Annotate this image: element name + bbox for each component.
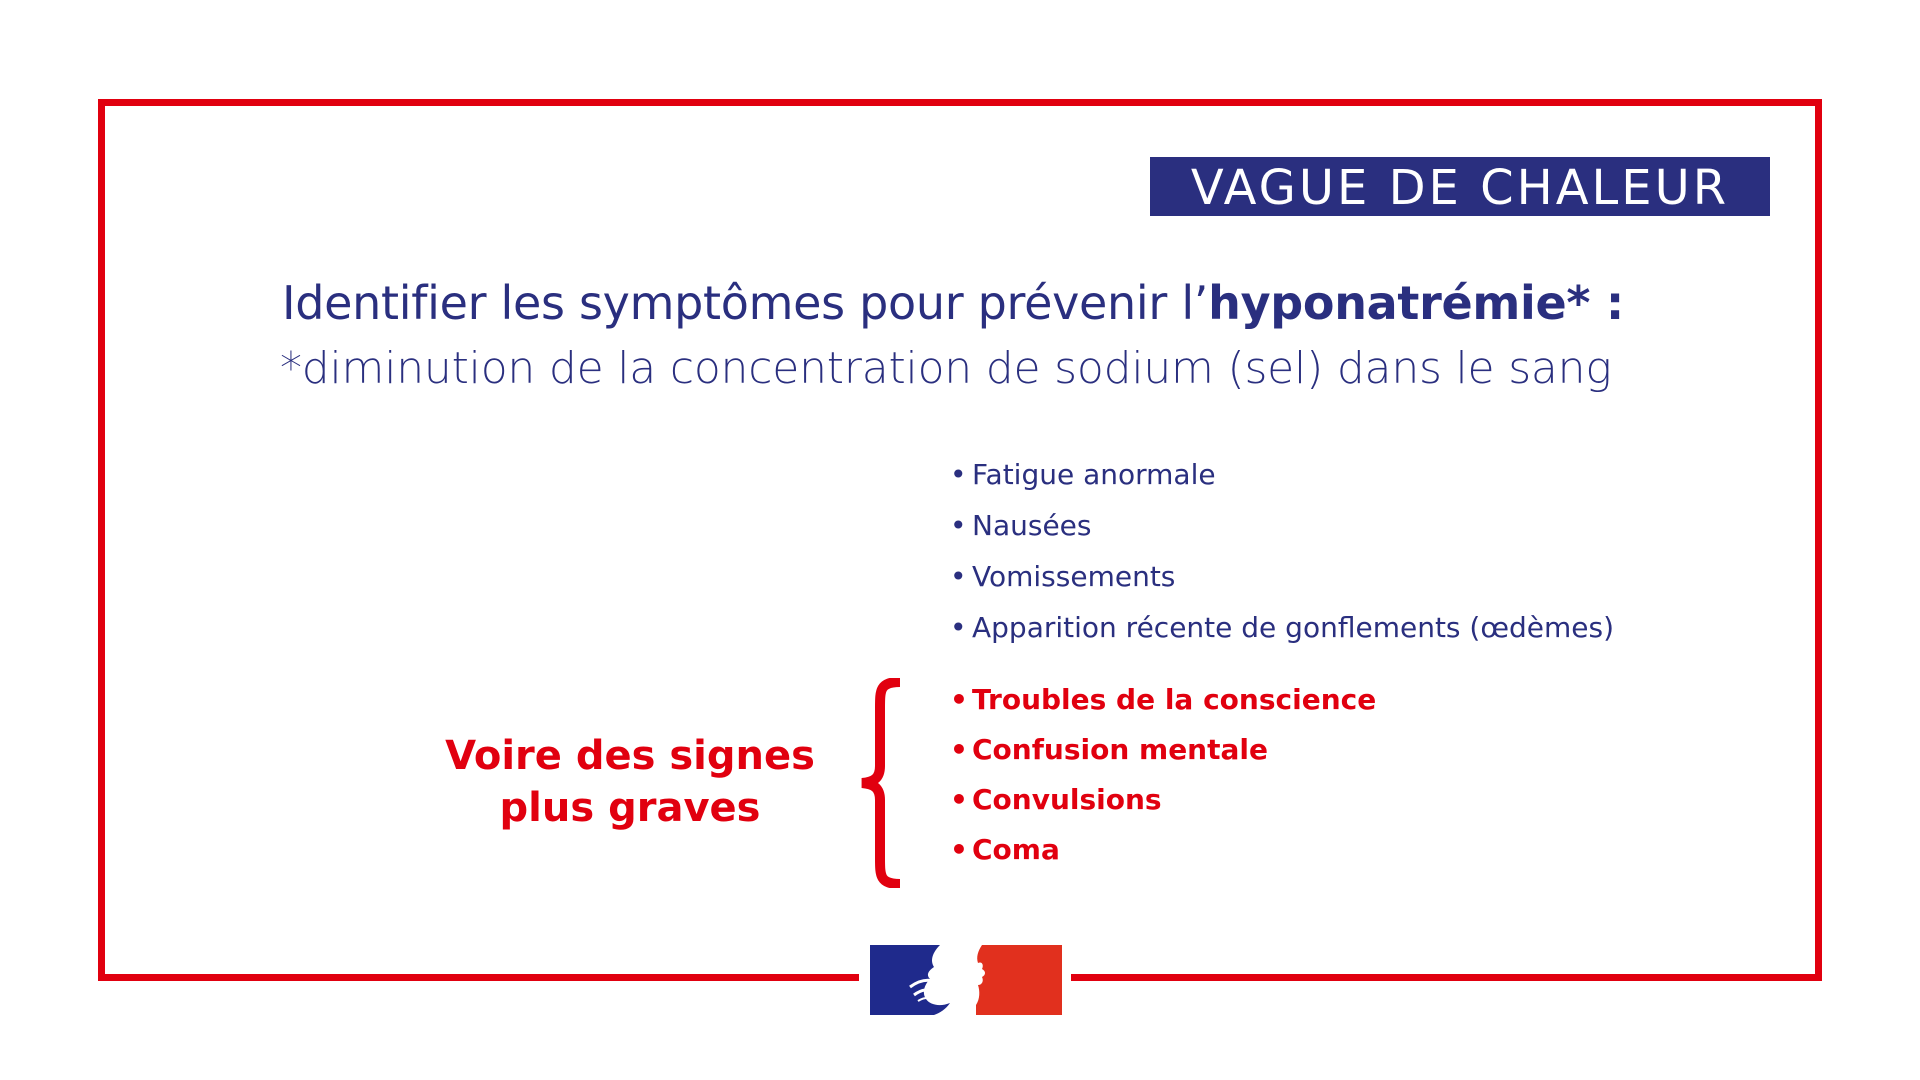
severe-label-line2: plus graves — [499, 785, 761, 831]
symptom-list — [950, 455, 1614, 659]
list-item — [950, 557, 1614, 608]
headline-prefix: Identifier les symptômes pour prévenir l’ — [282, 276, 1209, 330]
republique-francaise-logo-icon — [870, 945, 1062, 1015]
symptom-text: Nausées — [972, 509, 1092, 542]
symptom-text: Vomissements — [972, 560, 1176, 593]
list-item — [950, 830, 1376, 880]
curly-brace-icon — [850, 678, 910, 888]
bullet: • — [950, 458, 967, 491]
list-item — [950, 455, 1614, 506]
severe-sign-text: Convulsions — [972, 783, 1162, 816]
symptom-text: Apparition récente de gonflements (œdèmes) — [972, 611, 1614, 644]
severe-label-line1: Voire des signes — [445, 733, 815, 779]
list-item — [950, 608, 1614, 659]
bullet: • — [950, 783, 968, 816]
banner-title: VAGUE DE CHALEUR — [1190, 159, 1730, 216]
bullet: • — [950, 560, 967, 593]
list-item — [950, 506, 1614, 557]
symptom-text: Fatigue anormale — [972, 458, 1216, 491]
list-item — [950, 730, 1376, 780]
list-item — [950, 680, 1376, 730]
severe-sign-text: Troubles de la conscience — [972, 683, 1377, 716]
bullet: • — [950, 733, 968, 766]
bullet: • — [950, 683, 968, 716]
severe-sign-text: Confusion mentale — [972, 733, 1268, 766]
severe-sign-text: Coma — [972, 833, 1060, 866]
bullet: • — [950, 509, 967, 542]
banner-vague-de-chaleur — [1150, 157, 1770, 216]
headline — [282, 276, 1624, 330]
list-item — [950, 780, 1376, 830]
bullet: • — [950, 833, 968, 866]
severe-signs-list — [950, 680, 1376, 880]
headline-definition: *diminution de la concentration de sodium (sel) dans le sang — [280, 343, 1612, 394]
bullet: • — [950, 611, 967, 644]
headline-emphasis: hyponatrémie* : — [1208, 276, 1624, 330]
severe-signs-label — [420, 730, 840, 834]
